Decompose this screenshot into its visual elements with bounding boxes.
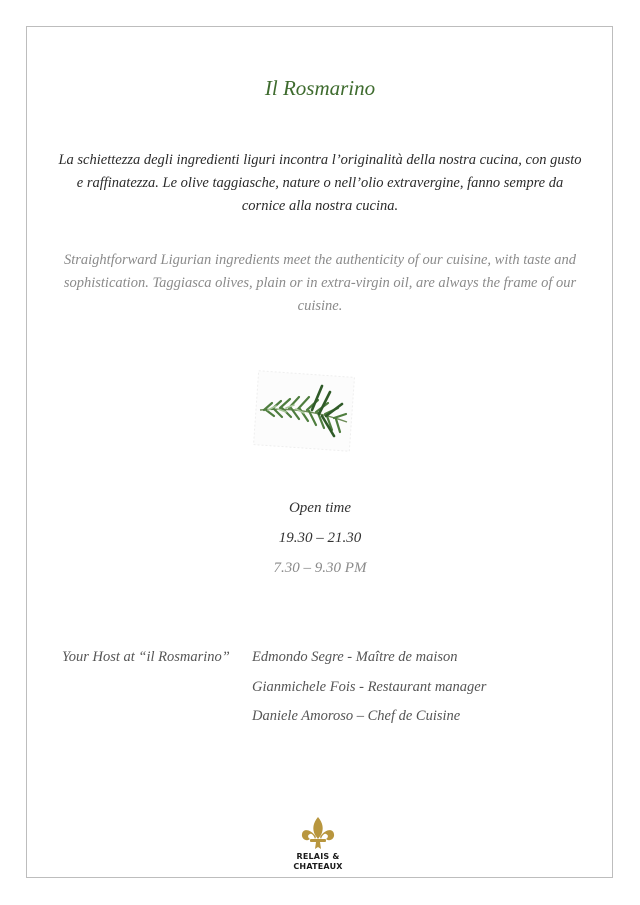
page-title: Il Rosmarino — [264, 76, 376, 100]
intro-italian: La schiettezza degli ingredienti liguri incontra l’originalità della nostra cucina, con gusto e raffinatezza. Le olive taggiasche, nature o nell’olio extravergine, fanno sempre da cornice alla nostra cucina. — [58, 152, 582, 214]
logo-line-1: RELAIS & — [296, 852, 340, 861]
hosts-label: Your Host at “il Rosmarino” — [62, 649, 230, 665]
opening-hours-en: 7.30 – 9.30 PM — [273, 560, 367, 576]
intro-english: Straightforward Ligurian ingredients meet the authenticity of our cuisine, with taste and sophistication. Taggiasca olives, plain or in extra-virgin oil, are always the frame of our cuisine. — [63, 252, 577, 314]
hosts-list — [252, 649, 486, 738]
host-item: Daniele Amoroso – Chef de Cuisine — [252, 708, 461, 724]
fleur-de-lis-icon — [300, 815, 336, 851]
host-item: Gianmichele Fois - Restaurant manager — [252, 678, 487, 695]
opening-hours-it: 19.30 – 21.30 — [278, 530, 362, 546]
opening-label: Open time — [288, 500, 352, 516]
logo-line-2: CHATEAUX — [293, 862, 343, 871]
relais-chateaux-logo — [287, 815, 349, 871]
host-item: Edmondo Segre - Maître de maison — [252, 649, 458, 665]
rosemary-sprig-icon — [252, 370, 356, 452]
